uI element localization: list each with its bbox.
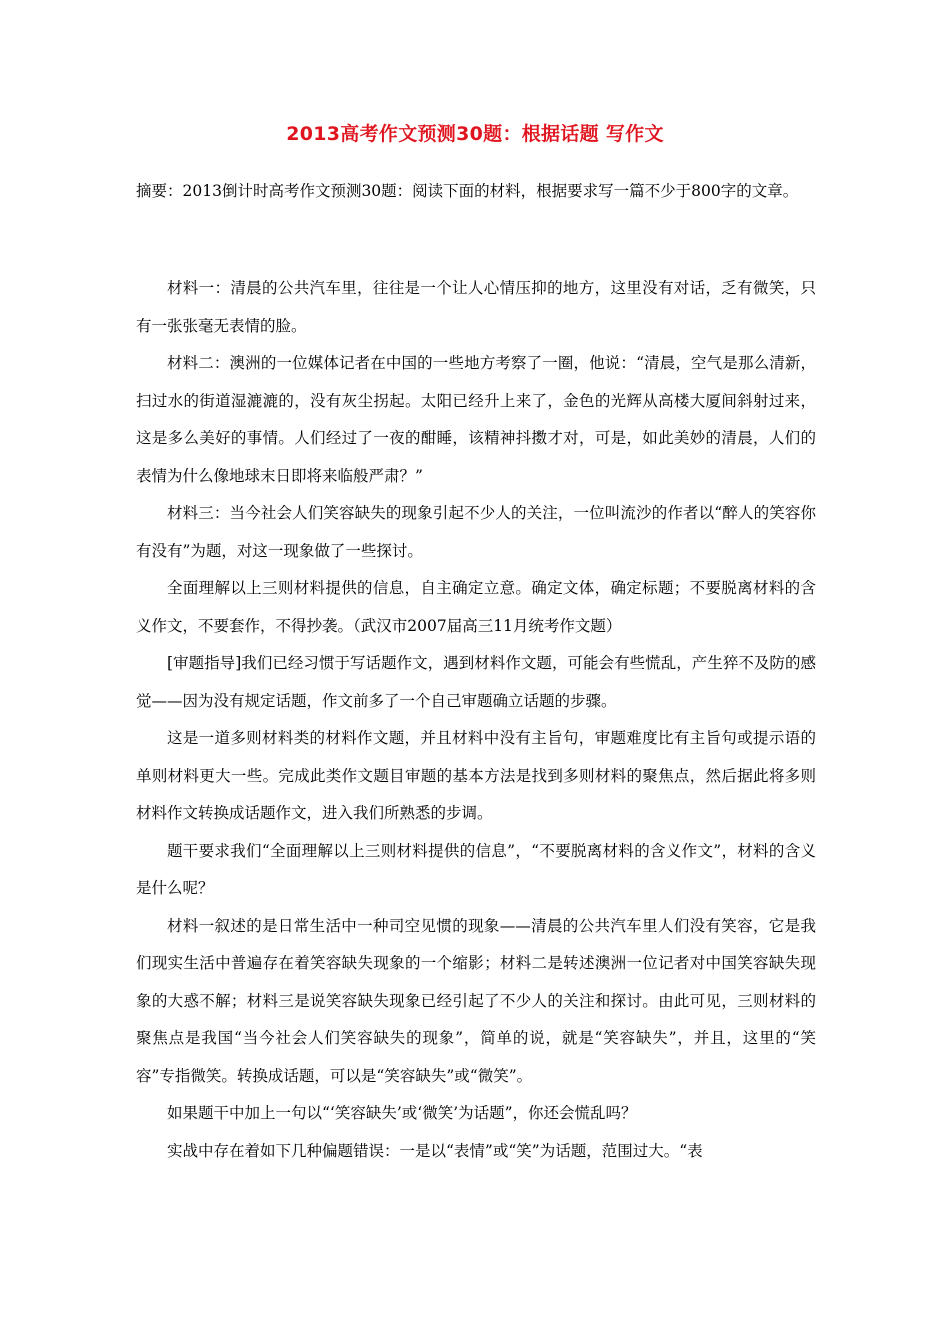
paragraph-guidance: [审题指导]我们已经习惯于写话题作文，遇到材料作文题，可能会有些慌乱，产生猝不及防的感觉——因为没有规定话题，作文前多了一个自己审题确立话题的步骤。 bbox=[136, 654, 816, 710]
paragraph-material-two: 材料二：澳洲的一位媒体记者在中国的一些地方考察了一圈，他说：“清晨，空气是那么清新，扫过水的街道湿漉漉的，没有灰尘拐起。太阳已经升上来了，金色的光辉从高楼大厦间斜射过来，这是多么美好的事情。人们经过了一夜的酣睡，该精神抖擞才对，可是，如此美妙的清晨，人们的表情为什么像地球末日即将来临般严肃？” bbox=[136, 354, 816, 485]
document-body bbox=[136, 270, 816, 1170]
paragraph-material-three: 材料三：当今社会人们笑容缺失的现象引起不少人的关注，一位叫流沙的作者以“醉人的笑容你有没有”为题，对这一现象做了一些探讨。 bbox=[136, 504, 816, 560]
document-summary: 摘要：2013倒计时高考作文预测30题：阅读下面的材料，根据要求写一篇不少于800字的文章。 bbox=[136, 182, 799, 200]
paragraph-material-one: 材料一：清晨的公共汽车里，往往是一个让人心情压抑的地方，这里没有对话，乏有微笑，只有一张张毫无表情的脸。 bbox=[136, 279, 816, 335]
document-title: 2013高考作文预测30题：根据话题 写作文 bbox=[286, 123, 664, 145]
paragraph-question: 题干要求我们“全面理解以上三则材料提供的信息”，“不要脱离材料的含义作文”，材料的含义是什么呢？ bbox=[136, 841, 816, 897]
paragraph-requirements: 全面理解以上三则材料提供的信息，自主确定立意。确定文体，确定标题；不要脱离材料的含义作文，不要套作，不得抄袭。（武汉市2007届高三11月统考作文题） bbox=[136, 579, 816, 635]
paragraph-analysis: 材料一叙述的是日常生活中一种司空见惯的现象——清晨的公共汽车里人们没有笑容，它是我们现实生活中普遍存在着笑容缺失现象的一个缩影；材料二是转述澳洲一位记者对中国笑容缺失现象的大惑不解；材料三是说笑容缺失现象已经引起了不少人的关注和探讨。由此可见，三则材料的聚焦点是我国“当今社会人们笑容缺失的现象”，简单的说，就是“笑容缺失”，并且，这里的“笑容”专指微笑。转换成话题，可以是“笑容缺失”或“微笑”。 bbox=[136, 916, 816, 1085]
paragraph-errors: 实战中存在着如下几种偏题错误：一是以“表情”或“笑”为话题，范围过大。“表 bbox=[167, 1141, 703, 1160]
paragraph-method: 这是一道多则材料类的材料作文题，并且材料中没有主旨句，审题难度比有主旨句或提示语的单则材料更大一些。完成此类作文题目审题的基本方法是找到多则材料的聚焦点，然后据此将多则材料作文转换成话题作文，进入我们所熟悉的步调。 bbox=[136, 729, 816, 822]
paragraph-topic-hint: 如果题干中加上一句以“‘笑容缺失’或‘微笑’为话题”，你还会慌乱吗？ bbox=[167, 1104, 637, 1122]
